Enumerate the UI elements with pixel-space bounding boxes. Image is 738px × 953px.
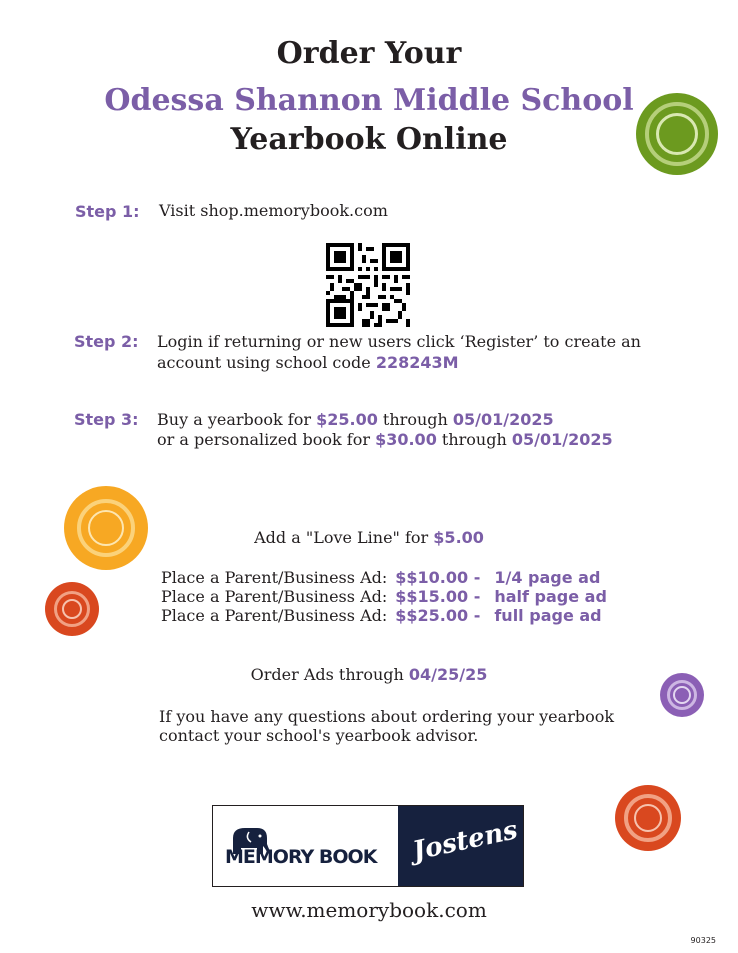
qr-code-icon: [326, 243, 410, 327]
ad-label: Place a Parent/Business Ad:: [161, 568, 388, 587]
step-1-text: Visit shop.memorybook.com: [159, 201, 388, 220]
step-3-line-1: Buy a yearbook for $25.00 through 05/01/2025: [157, 410, 554, 429]
ad-row: [161, 587, 607, 606]
ad-label: Place a Parent/Business Ad:: [161, 606, 388, 625]
website-url: www.memorybook.com: [251, 898, 487, 922]
ad-size: 1/4 page ad: [494, 568, 601, 587]
step-2-label: Step 2:: [74, 332, 139, 351]
questions-line-2: contact your school's yearbook advisor.: [159, 726, 479, 745]
title-order-your: Order Your: [276, 36, 462, 71]
questions-line-1: If you have any questions about ordering your yearbook: [159, 707, 615, 726]
ad-price: $$25.00 -: [395, 606, 481, 625]
memory-book-wordmark: MEMORY BOOK: [225, 846, 377, 868]
step-2-line-2: account using school code 228243M: [157, 353, 459, 372]
personalized-price: $30.00: [375, 430, 437, 449]
school-name: Odessa Shannon Middle School: [104, 83, 634, 118]
yearbook-price: $25.00: [316, 410, 378, 429]
step-2-line-1: Login if returning or new users click ‘Register’ to create an: [157, 332, 641, 351]
red-circle-decoration: [45, 582, 99, 636]
order-ads-text: Order Ads through 04/25/25: [250, 665, 488, 684]
red-circle-decoration-2: [615, 785, 681, 851]
ad-size: full page ad: [494, 606, 602, 625]
title-yearbook-online: Yearbook Online: [230, 122, 508, 157]
yearbook-deadline: 05/01/2025: [452, 410, 554, 429]
ad-label: Place a Parent/Business Ad:: [161, 587, 388, 606]
personalized-deadline: 05/01/2025: [511, 430, 613, 449]
ad-row: [161, 568, 607, 587]
school-code: 228243M: [375, 353, 459, 372]
order-ads-deadline: 04/25/25: [408, 665, 488, 684]
ad-price: $$15.00 -: [395, 587, 481, 606]
jostens-logo: [398, 806, 523, 886]
love-line-text: Add a "Love Line" for $5.00: [254, 528, 484, 547]
document-code: 90325: [690, 936, 716, 945]
step-3-line-2: or a personalized book for $30.00 through 05/01/2025: [157, 430, 613, 449]
ad-row: [161, 606, 607, 625]
step-1-label: Step 1:: [75, 202, 140, 221]
ad-price-list: [161, 568, 607, 625]
step-3-label: Step 3:: [74, 410, 139, 429]
logo-banner: [212, 805, 524, 887]
jostens-wordmark: Jostens: [410, 815, 521, 867]
ad-price: $$10.00 -: [395, 568, 481, 587]
ad-size: half page ad: [494, 587, 607, 606]
love-line-price: $5.00: [433, 528, 484, 547]
memory-book-logo: [213, 806, 398, 886]
